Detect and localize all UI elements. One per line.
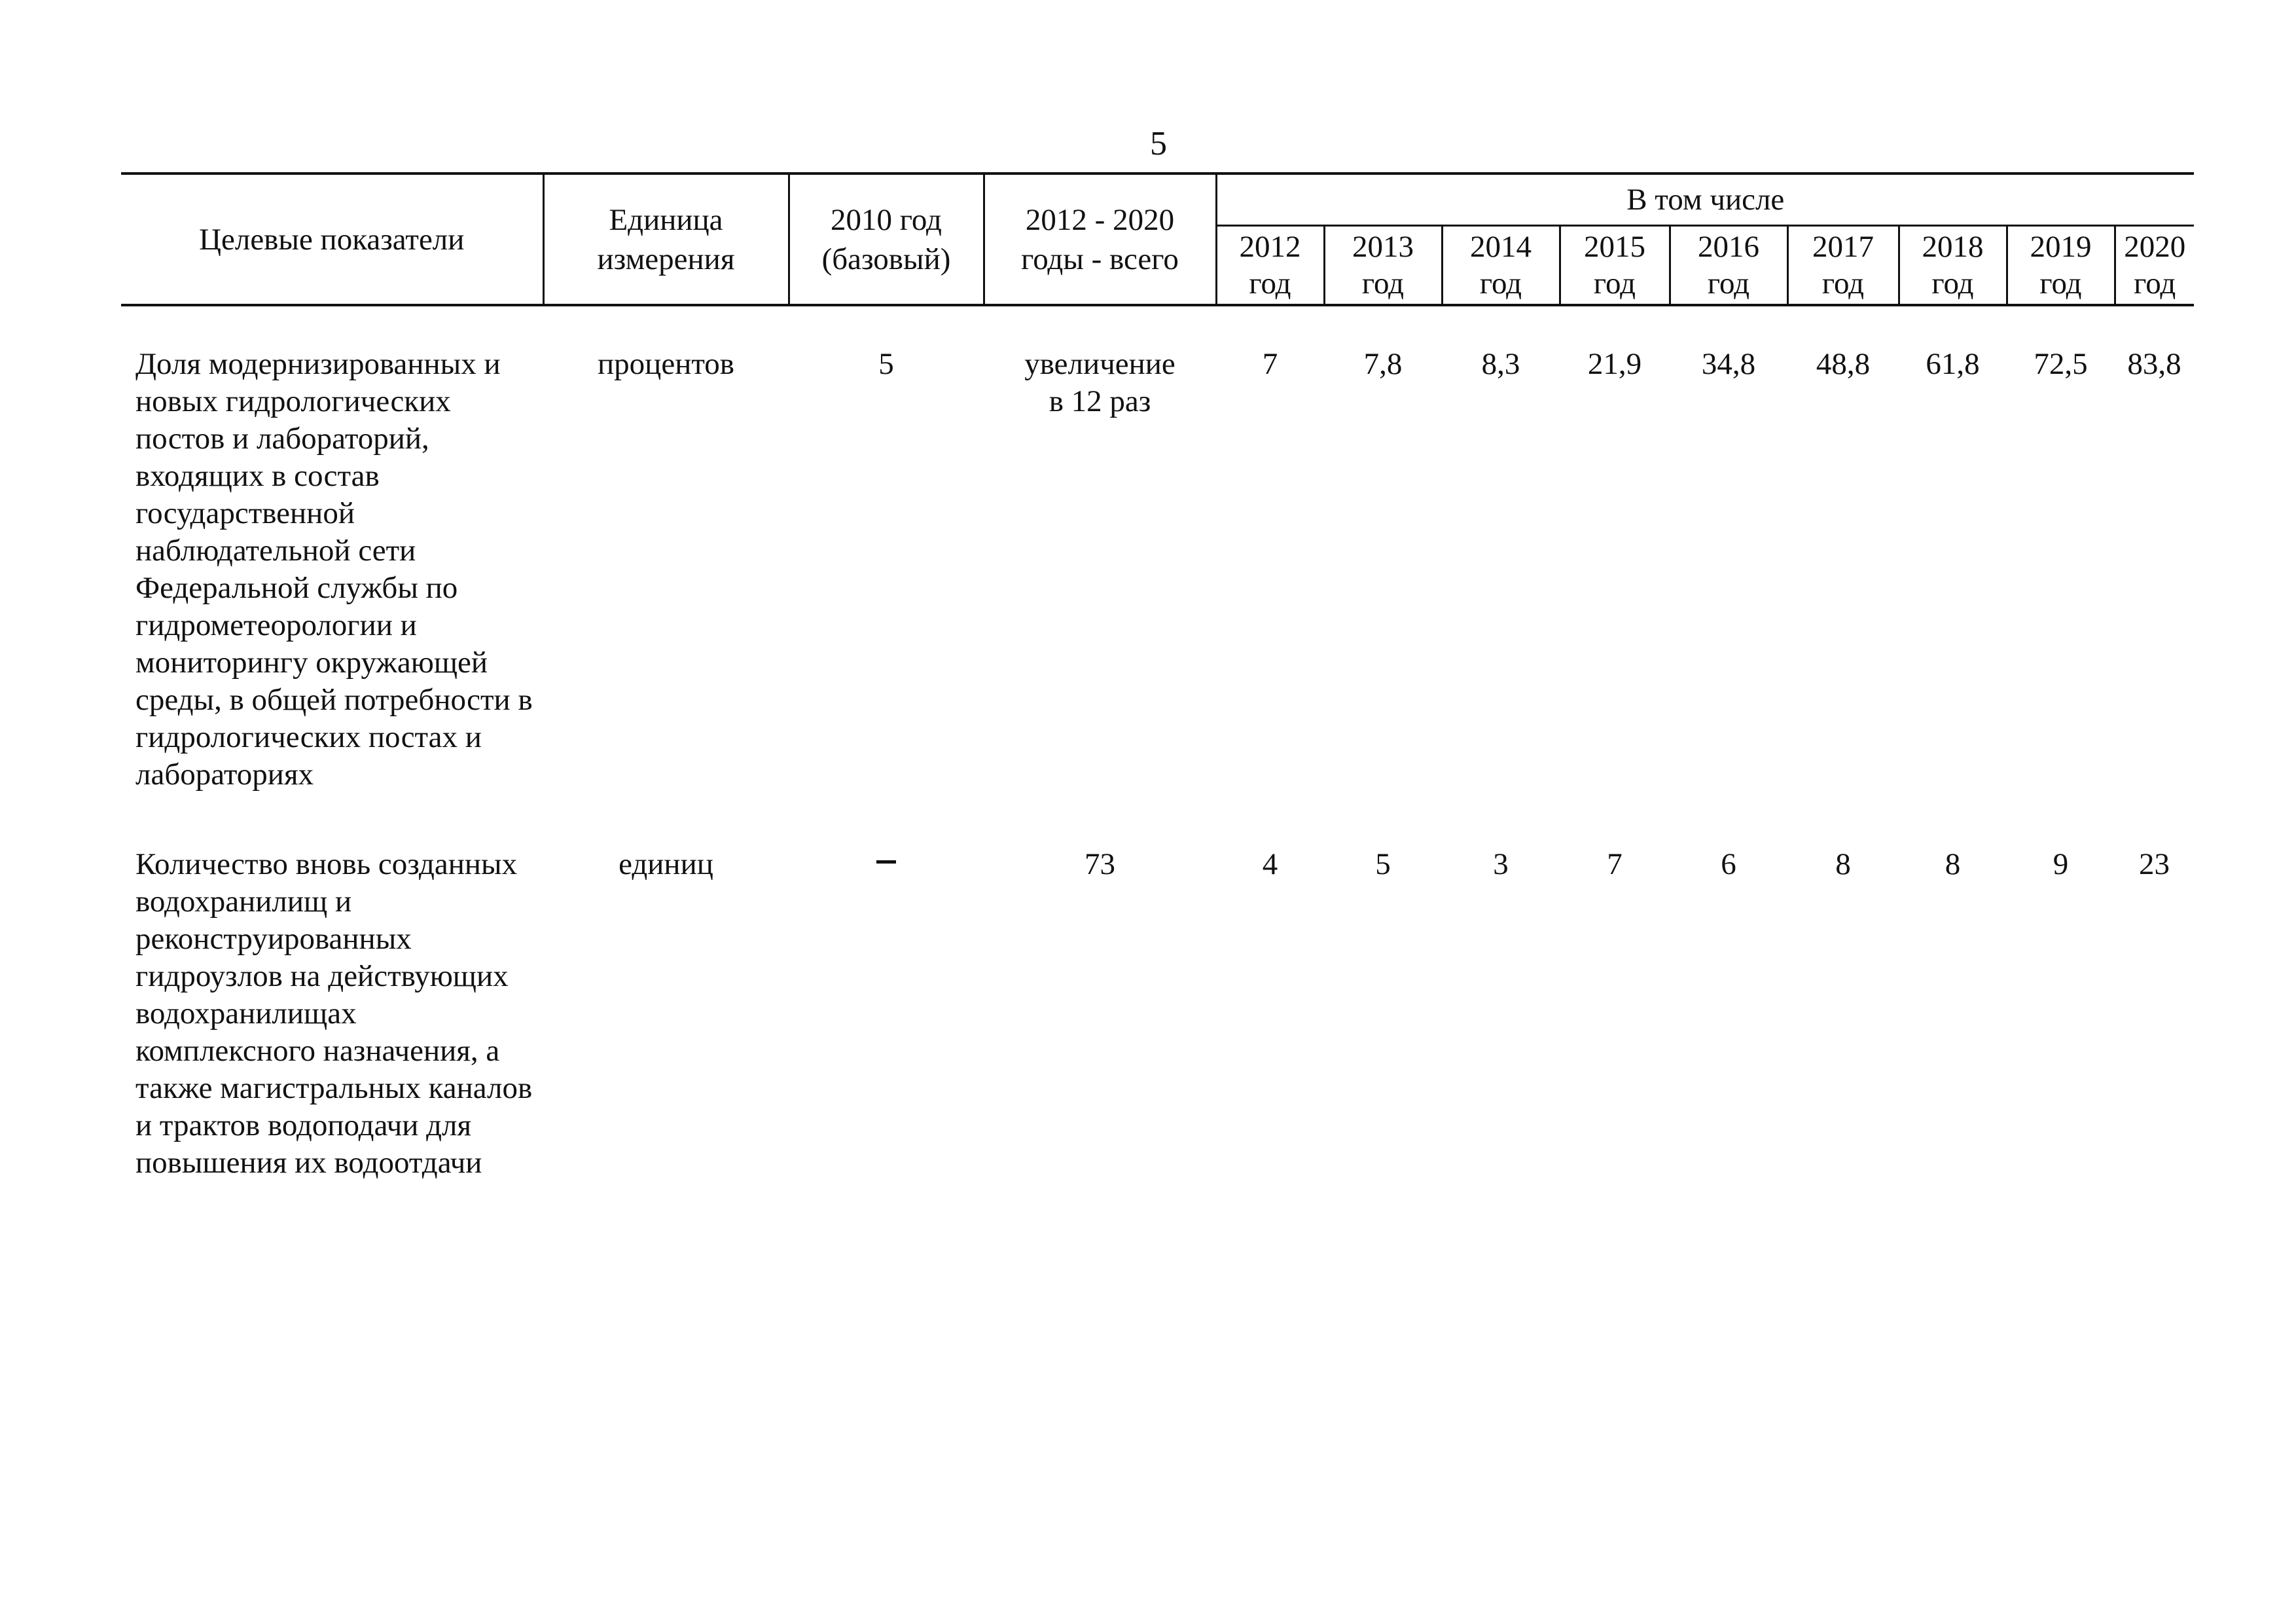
value-2019: 9 [2053,847,2069,881]
value-2014: 3 [1493,847,1509,881]
header-year-label: 2018 [1922,230,1984,264]
header-unit-line2: измерения [597,242,735,276]
header-year-label: 2019 [2030,230,2092,264]
header-total-line1: 2012 - 2020 [1025,202,1175,237]
header-year-2016 [1670,226,1787,306]
header-year-suffix: год [2039,266,2082,301]
value-2013: 7,8 [1363,347,1403,381]
header-year-label: 2013 [1352,230,1414,264]
header-unit-line1: Единица [609,202,723,237]
header-year-label: 2015 [1584,230,1645,264]
header-year-2012 [1216,226,1324,306]
header-year-2020 [2115,226,2194,306]
dash-mark [876,860,896,864]
indicator-base-value [789,820,984,1182]
header-indicators-label: Целевые показатели [199,222,465,257]
value-2019: 72,5 [2034,347,2088,381]
table-row [121,305,2194,820]
header-year-suffix: год [1821,266,1865,301]
header-total [984,173,1216,305]
indicator-total-line1: увеличение [1024,347,1175,381]
indicator-total [984,305,1216,820]
header-year-2019 [2007,226,2115,306]
header-year-suffix: год [1479,266,1522,301]
header-year-suffix: год [1931,266,1974,301]
header-year-label: 2012 [1239,230,1301,264]
value-2018: 8 [1945,847,1961,881]
header-including [1216,173,2194,226]
header-year-suffix: год [1707,266,1750,301]
header-year-suffix: год [2134,266,2176,301]
table-row [121,820,2194,1182]
header-year-2013 [1324,226,1442,306]
header-year-label: 2017 [1812,230,1874,264]
header-year-2014 [1442,226,1560,306]
indicator-name: Количество вновь созданных водохранилищ и реконструированных гидроузлов на действующих водохранилищах комплексного назначения, а также магистральных каналов и трактов водоподачи для повышения их водоотдачи [135,847,533,1180]
value-2012: 7 [1262,347,1278,381]
value-2020: 23 [2139,847,2170,881]
header-unit [543,173,789,305]
header-year-2017 [1787,226,1899,306]
value-2015: 21,9 [1587,347,1642,381]
indicator-name: Доля модернизированных и новых гидрологических постов и лабораторий, входящих в состав государственной наблюдательной сети Федеральной службы по гидрометеорологии и мониторингу окружающей среды, в общей потребности в гидрологических постах и лабораториях [135,347,533,792]
header-year-suffix: год [1361,266,1405,301]
header-total-line2: годы - всего [1021,242,1179,276]
value-2016: 34,8 [1701,347,1756,381]
value-2012: 4 [1262,847,1278,881]
header-base-line2: (базовый) [821,242,951,276]
header-year-suffix: год [1593,266,1636,301]
header-base-line1: 2010 год [831,202,942,237]
header-year-label: 2020 [2124,230,2186,264]
header-indicators [121,173,543,305]
header-year-2015 [1560,226,1670,306]
indicator-unit: единиц [619,847,713,881]
header-base-year [789,173,984,305]
indicator-base-value: 5 [878,347,894,381]
value-2017: 8 [1835,847,1851,881]
value-2013: 5 [1375,847,1391,881]
value-2015: 7 [1607,847,1623,881]
header-including-label: В том числе [1626,183,1785,217]
value-2017: 48,8 [1816,347,1871,381]
indicator-total: 73 [1085,847,1115,881]
indicator-unit: процентов [598,347,734,381]
header-year-suffix: год [1249,266,1291,301]
value-2016: 6 [1721,847,1736,881]
value-2014: 8,3 [1481,347,1520,381]
page-number: 5 [1150,125,1167,162]
value-2020: 83,8 [2127,347,2181,381]
value-2018: 61,8 [1926,347,1980,381]
target-indicators-table [121,172,2194,1182]
indicator-total-line2: в 12 раз [1049,384,1151,418]
header-year-2018 [1899,226,2007,306]
header-year-label: 2014 [1470,230,1532,264]
header-year-label: 2016 [1698,230,1759,264]
